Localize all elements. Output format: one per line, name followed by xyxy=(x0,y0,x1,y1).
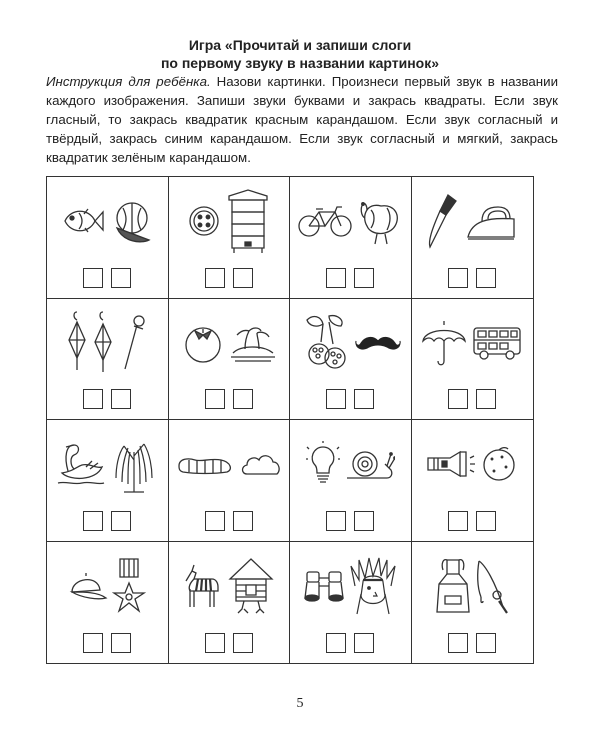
grid-cell-14 xyxy=(169,542,291,664)
game-title xyxy=(0,36,600,72)
grid-cell-13 xyxy=(47,542,169,664)
answer-box[interactable] xyxy=(233,511,253,531)
apron-icon xyxy=(435,556,471,616)
answer-box[interactable] xyxy=(83,633,103,653)
knife-icon xyxy=(426,191,460,251)
hut-icon xyxy=(226,555,276,617)
grid-cell-3 xyxy=(290,177,412,299)
earrings-icon xyxy=(65,310,115,376)
answer-box[interactable] xyxy=(326,389,346,409)
indian-chief-icon xyxy=(349,556,397,616)
answer-box[interactable] xyxy=(205,511,225,531)
answer-box[interactable] xyxy=(326,268,346,288)
answer-box[interactable] xyxy=(354,268,374,288)
mustache-icon xyxy=(355,331,401,355)
answer-box[interactable] xyxy=(476,268,496,288)
pin-icon xyxy=(119,313,149,373)
raspberry-icon xyxy=(299,312,351,374)
answer-box[interactable] xyxy=(448,268,468,288)
grid-cell-6 xyxy=(169,299,291,421)
grid-cell-9 xyxy=(47,420,169,542)
answer-box[interactable] xyxy=(83,268,103,288)
iron-icon xyxy=(464,199,518,243)
answer-box[interactable] xyxy=(233,389,253,409)
binoculars-icon xyxy=(303,568,345,604)
snail-icon xyxy=(345,444,395,484)
answer-box[interactable] xyxy=(83,389,103,409)
grid-cell-11 xyxy=(290,420,412,542)
fishing-rod-icon xyxy=(475,557,509,615)
persimmon-icon xyxy=(181,321,225,365)
answer-box[interactable] xyxy=(111,511,131,531)
answer-boxes xyxy=(412,633,534,653)
answer-boxes xyxy=(47,633,168,653)
answer-box[interactable] xyxy=(205,268,225,288)
grid-cell-16 xyxy=(412,542,534,664)
watermelon-icon xyxy=(109,198,155,244)
answer-box[interactable] xyxy=(326,633,346,653)
answer-box[interactable] xyxy=(354,633,374,653)
answer-boxes xyxy=(47,511,168,531)
cap-icon xyxy=(68,570,108,602)
answer-boxes xyxy=(290,511,411,531)
answer-boxes xyxy=(412,511,534,531)
willow-icon xyxy=(110,434,158,494)
answer-boxes xyxy=(290,268,411,288)
grid-cell-5 xyxy=(47,299,169,421)
grid-cell-8 xyxy=(412,299,534,421)
turkey-icon xyxy=(357,196,403,246)
answer-boxes xyxy=(290,633,411,653)
answer-box[interactable] xyxy=(326,511,346,531)
answer-box[interactable] xyxy=(354,389,374,409)
medal-icon xyxy=(112,557,146,615)
zebra-icon xyxy=(182,563,222,609)
grid-cell-4 xyxy=(412,177,534,299)
answer-box[interactable] xyxy=(83,511,103,531)
answer-boxes xyxy=(169,511,290,531)
swan-icon xyxy=(56,441,106,487)
answer-box[interactable] xyxy=(476,511,496,531)
answer-box[interactable] xyxy=(448,633,468,653)
title-line-1: Игра «Прочитай и запиши слоги xyxy=(188,37,412,53)
answer-box[interactable] xyxy=(448,389,468,409)
grid-cell-1 xyxy=(47,177,169,299)
answer-box[interactable] xyxy=(205,633,225,653)
grid-cell-10 xyxy=(169,420,291,542)
orange-icon xyxy=(480,445,518,483)
bicycle-icon xyxy=(297,204,353,238)
cloud-icon xyxy=(239,450,283,478)
answer-boxes xyxy=(290,389,411,409)
answer-box[interactable] xyxy=(233,633,253,653)
caterpillar-icon xyxy=(175,452,235,476)
title-line-2: по первому звуку в названии картинок» xyxy=(160,55,440,71)
grid-cell-7 xyxy=(290,299,412,421)
instruction-body: Назови картинки. Произнеси первый звук в названии каждого изображения. Запиши звуки буквами и закрась квадраты. Если звук гласный, то закрась квадратик красным карандашом. Если звук согласный и твёрдый, закрась синим карандашом. Если звук согласный и мягкий, закрась квадратик зелёным карандашом. xyxy=(46,74,558,165)
bus-icon xyxy=(471,325,523,361)
answer-box[interactable] xyxy=(205,389,225,409)
answer-boxes xyxy=(47,268,168,288)
answer-boxes xyxy=(412,268,534,288)
answer-box[interactable] xyxy=(233,268,253,288)
answer-box[interactable] xyxy=(476,633,496,653)
grid-cell-2 xyxy=(169,177,291,299)
answer-box[interactable] xyxy=(448,511,468,531)
answer-box[interactable] xyxy=(111,268,131,288)
picture-grid xyxy=(46,176,534,664)
answer-box[interactable] xyxy=(111,389,131,409)
answer-boxes xyxy=(169,389,290,409)
fish-icon xyxy=(59,198,105,244)
grid-cell-12 xyxy=(412,420,534,542)
grid-cell-15 xyxy=(290,542,412,664)
answer-boxes xyxy=(169,633,290,653)
answer-box[interactable] xyxy=(354,511,374,531)
flashlight-icon xyxy=(426,448,476,480)
umbrella-icon xyxy=(421,319,467,367)
answer-box[interactable] xyxy=(476,389,496,409)
page-number: 5 xyxy=(296,696,304,711)
answer-boxes xyxy=(169,268,290,288)
instruction-lead: Инструкция для ребёнка. xyxy=(46,74,211,89)
button-icon xyxy=(187,204,221,238)
island-icon xyxy=(229,323,277,363)
instruction-text xyxy=(46,72,558,167)
answer-boxes xyxy=(47,389,168,409)
answer-boxes xyxy=(412,389,534,409)
beehive-icon xyxy=(225,188,271,254)
lightbulb-icon xyxy=(305,441,341,487)
answer-box[interactable] xyxy=(111,633,131,653)
